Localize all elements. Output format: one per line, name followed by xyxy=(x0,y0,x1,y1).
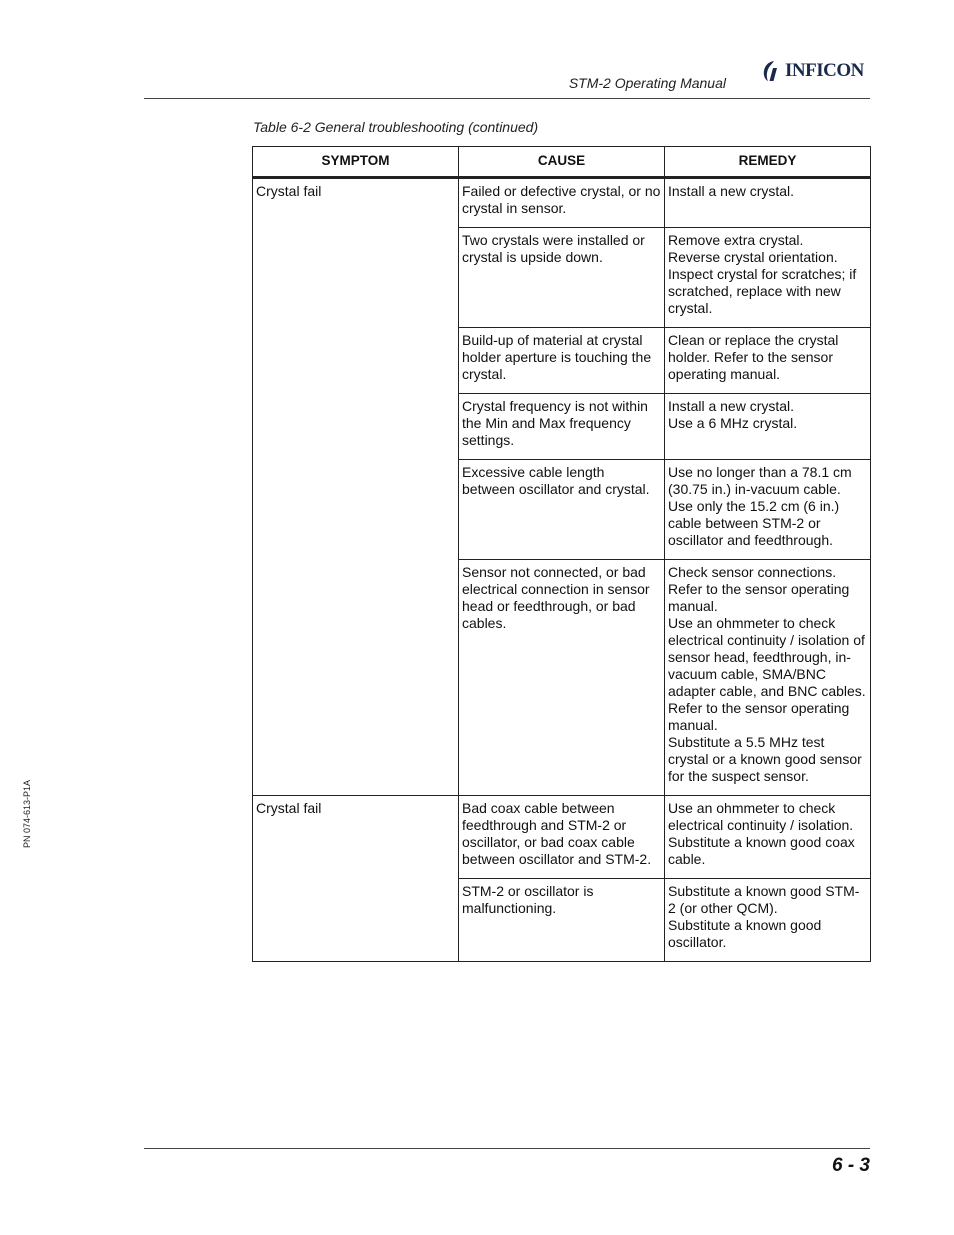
remedy-cell xyxy=(665,879,871,962)
remedy-line: Check sensor connections. Refer to the sensor operating manual. xyxy=(668,564,850,614)
inficon-logo xyxy=(760,58,864,84)
remedy-line: Install a new crystal. xyxy=(668,183,795,199)
header-rule xyxy=(144,98,870,99)
cause-cell: Build-up of material at crystal holder aperture is touching the crystal. xyxy=(459,328,665,394)
remedy-line: Use a 6 MHz crystal. xyxy=(668,415,798,431)
column-header-cause: CAUSE xyxy=(459,147,665,178)
remedy-line: Inspect crystal for scratches; if scratched, replace with new crystal. xyxy=(668,266,857,316)
part-number: PN 074-613-P1A xyxy=(22,779,32,848)
remedy-cell xyxy=(665,178,871,228)
column-header-symptom: SYMPTOM xyxy=(253,147,459,178)
symptom-cell: Crystal fail xyxy=(253,178,459,796)
cause-cell: Crystal frequency is not within the Min and Max frequency settings. xyxy=(459,394,665,460)
remedy-cell xyxy=(665,796,871,879)
manual-title: STM-2 Operating Manual xyxy=(568,75,726,91)
remedy-cell xyxy=(665,560,871,796)
remedy-line: Clean or replace the crystal holder. Refer to the sensor operating manual. xyxy=(668,332,839,382)
remedy-line: Use no longer than a 78.1 cm (30.75 in.) in-vacuum cable. Use only the 15.2 cm (6 in.) cable between STM-2 or oscillator and feedthrough. xyxy=(668,464,852,548)
symptom-cell: Crystal fail xyxy=(253,796,459,962)
remedy-line: Substitute a 5.5 MHz test crystal or a known good sensor for the suspect sensor. xyxy=(668,734,862,784)
table-body xyxy=(253,178,871,962)
remedy-line: Install a new crystal. xyxy=(668,398,795,414)
remedy-line: Reverse crystal orientation. xyxy=(668,249,838,265)
remedy-line: Substitute a known good STM-2 (or other QCM). xyxy=(668,883,860,916)
cause-cell: Two crystals were installed or crystal is upside down. xyxy=(459,228,665,328)
page-number: 6 - 3 xyxy=(831,1155,870,1176)
cause-cell: STM-2 or oscillator is malfunctioning. xyxy=(459,879,665,962)
remedy-line: Remove extra crystal. xyxy=(668,232,804,248)
footer-rule xyxy=(144,1148,870,1149)
remedy-cell xyxy=(665,460,871,560)
remedy-line: Use an ohmmeter to check electrical continuity / isolation. xyxy=(668,800,854,833)
remedy-line: Substitute a known good oscillator. xyxy=(668,917,822,950)
inficon-logo-icon xyxy=(760,59,782,83)
cause-cell: Sensor not connected, or bad electrical connection in sensor head or feedthrough, or bad cables. xyxy=(459,560,665,796)
cause-cell: Failed or defective crystal, or no crystal in sensor. xyxy=(459,178,665,228)
table-caption: Table 6-2 General troubleshooting (continued) xyxy=(253,119,539,135)
table-row xyxy=(253,796,871,879)
troubleshooting-table xyxy=(252,146,871,962)
remedy-line: Use an ohmmeter to check electrical continuity / isolation of sensor head, feedthrough, in-vacuum cable, SMA/BNC adapter cable, and BNC cables. Refer to the sensor operating manual. xyxy=(668,615,866,733)
remedy-cell xyxy=(665,394,871,460)
remedy-cell xyxy=(665,228,871,328)
table-row xyxy=(253,178,871,228)
cause-cell: Excessive cable length between oscillator and crystal. xyxy=(459,460,665,560)
logo-wordmark: INFICON xyxy=(785,60,864,81)
table-header-row xyxy=(253,147,871,178)
cause-cell: Bad coax cable between feedthrough and STM-2 or oscillator, or bad coax cable between oscillator and STM-2. xyxy=(459,796,665,879)
column-header-remedy: REMEDY xyxy=(665,147,871,178)
remedy-cell xyxy=(665,328,871,394)
remedy-line: Substitute a known good coax cable. xyxy=(668,834,855,867)
